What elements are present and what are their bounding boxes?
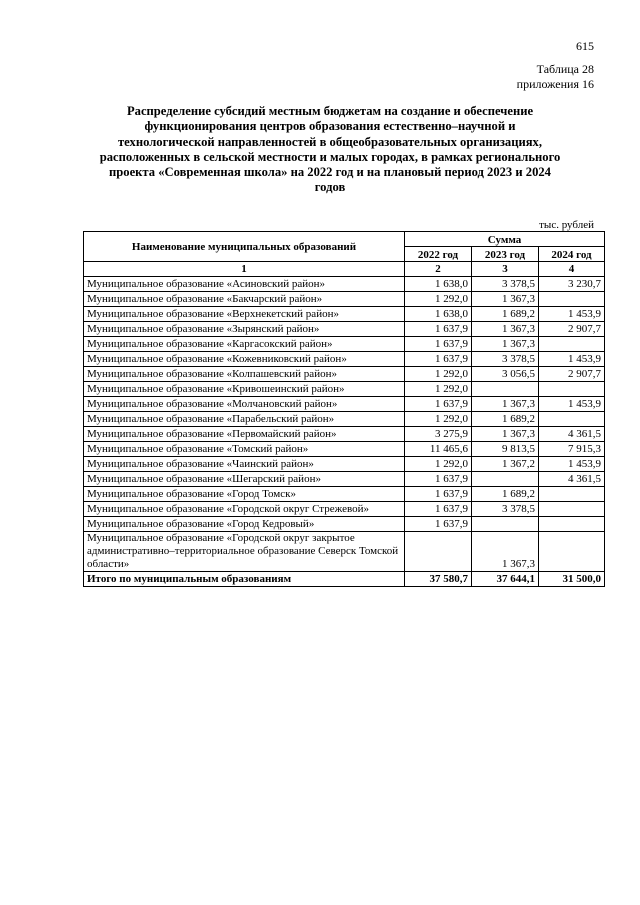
value-2024 [539,487,605,502]
value-2024: 1 453,9 [539,352,605,367]
value-2022 [405,532,472,572]
value-2022: 11 465,6 [405,442,472,457]
municipality-name: Муниципальное образование «Верхнекетский район» [84,307,405,322]
municipality-name: Муниципальное образование «Молчановский район» [84,397,405,412]
value-2024: 2 907,7 [539,367,605,382]
value-2024: 4 361,5 [539,427,605,442]
value-2023: 9 813,5 [472,442,539,457]
municipality-name: Муниципальное образование «Кожевниковский район» [84,352,405,367]
municipality-name: Муниципальное образование «Томский район» [84,442,405,457]
table-row [84,517,605,532]
table-ref-line2: приложения 16 [516,77,594,91]
value-2023: 3 378,5 [472,277,539,292]
column-number: 2 [405,262,472,277]
page-number: 615 [576,39,594,53]
municipality-name: Муниципальное образование «Колпашевский район» [84,367,405,382]
table-row [84,337,605,352]
value-2024: 1 453,9 [539,457,605,472]
value-2022: 1 292,0 [405,457,472,472]
table-row [84,472,605,487]
table-body [84,277,605,572]
municipality-name: Муниципальное образование «Зырянский район» [84,322,405,337]
table-row [84,532,605,572]
value-2024: 2 907,7 [539,322,605,337]
value-2022: 1 637,9 [405,502,472,517]
value-2024: 4 361,5 [539,472,605,487]
municipality-name: Муниципальное образование «Городской округ Стрежевой» [84,502,405,517]
value-2024: 1 453,9 [539,307,605,322]
value-2024: 7 915,3 [539,442,605,457]
value-2022: 1 637,9 [405,517,472,532]
value-2022: 1 637,9 [405,397,472,412]
municipality-name: Муниципальное образование «Первомайский район» [84,427,405,442]
municipality-name: Муниципальное образование «Чаинский район» [84,457,405,472]
table-row [84,382,605,397]
value-2023: 3 378,5 [472,502,539,517]
total-2023: 37 644,1 [472,572,539,587]
value-2023: 1 689,2 [472,307,539,322]
total-row [84,572,605,587]
municipality-name: Муниципальное образование «Кривошеинский район» [84,382,405,397]
value-2023: 1 367,3 [472,427,539,442]
table-row [84,427,605,442]
value-2023: 1 367,3 [472,397,539,412]
municipality-name: Муниципальное образование «Бакчарский район» [84,292,405,307]
header-year-2022: 2022 год [405,247,472,262]
table-row [84,442,605,457]
value-2024 [539,412,605,427]
value-2022: 1 638,0 [405,307,472,322]
table-row [84,412,605,427]
value-2023: 1 367,3 [472,337,539,352]
value-2023: 1 689,2 [472,487,539,502]
units-label: тыс. рублей [539,219,594,231]
subsidy-table [83,231,605,587]
municipality-name: Муниципальное образование «Город Томск» [84,487,405,502]
municipality-name: Муниципальное образование «Асиновский район» [84,277,405,292]
table-row [84,277,605,292]
total-label: Итого по муниципальным образованиям [84,572,405,587]
value-2022: 1 292,0 [405,412,472,427]
value-2022: 1 292,0 [405,382,472,397]
municipality-name: Муниципальное образование «Город Кедровый» [84,517,405,532]
header-name: Наименование муниципальных образований [84,232,405,262]
value-2023: 3 056,5 [472,367,539,382]
column-number: 4 [539,262,605,277]
value-2022: 3 275,9 [405,427,472,442]
document-title: Распределение субсидий местным бюджетам на создание и обеспечение функционирования центров образования естественно–научной и технологической направленностей в общеобразовательных организациях, расположенных в сельской местности и малых городах, в рамках регионального проекта «Современная школа» на 2022 год и на плановый период 2023 и 2024 годов [99,104,561,195]
header-year-2023: 2023 год [472,247,539,262]
value-2023: 1 367,3 [472,532,539,572]
value-2024 [539,502,605,517]
table-row [84,457,605,472]
value-2024: 1 453,9 [539,397,605,412]
value-2022: 1 292,0 [405,292,472,307]
table-row [84,397,605,412]
table-ref-line1: Таблица 28 [536,62,594,76]
value-2024 [539,337,605,352]
column-number: 3 [472,262,539,277]
value-2024: 3 230,7 [539,277,605,292]
value-2024 [539,532,605,572]
value-2024 [539,382,605,397]
municipality-name: Муниципальное образование «Парабельский район» [84,412,405,427]
municipality-name: Муниципальное образование «Городской округ закрытое административно–территориальное образование Северск Томской области» [84,532,405,572]
total-2022: 37 580,7 [405,572,472,587]
total-2024: 31 500,0 [539,572,605,587]
value-2022: 1 637,9 [405,337,472,352]
value-2024 [539,517,605,532]
value-2022: 1 637,9 [405,487,472,502]
value-2023: 3 378,5 [472,352,539,367]
municipality-name: Муниципальное образование «Шегарский район» [84,472,405,487]
value-2022: 1 292,0 [405,367,472,382]
table-row [84,322,605,337]
value-2023: 1 367,3 [472,292,539,307]
value-2024 [539,292,605,307]
value-2023: 1 367,3 [472,322,539,337]
table-row [84,292,605,307]
value-2022: 1 638,0 [405,277,472,292]
table-row [84,487,605,502]
header-sum: Сумма [405,232,605,247]
value-2022: 1 637,9 [405,352,472,367]
table-row [84,367,605,382]
table-row [84,352,605,367]
header-year-2024: 2024 год [539,247,605,262]
table-row [84,502,605,517]
table-reference [517,62,594,92]
value-2023 [472,517,539,532]
value-2023 [472,472,539,487]
value-2022: 1 637,9 [405,472,472,487]
municipality-name: Муниципальное образование «Каргасокский район» [84,337,405,352]
value-2023: 1 367,2 [472,457,539,472]
value-2023 [472,382,539,397]
table-row [84,307,605,322]
value-2023: 1 689,2 [472,412,539,427]
value-2022: 1 637,9 [405,322,472,337]
column-number: 1 [84,262,405,277]
